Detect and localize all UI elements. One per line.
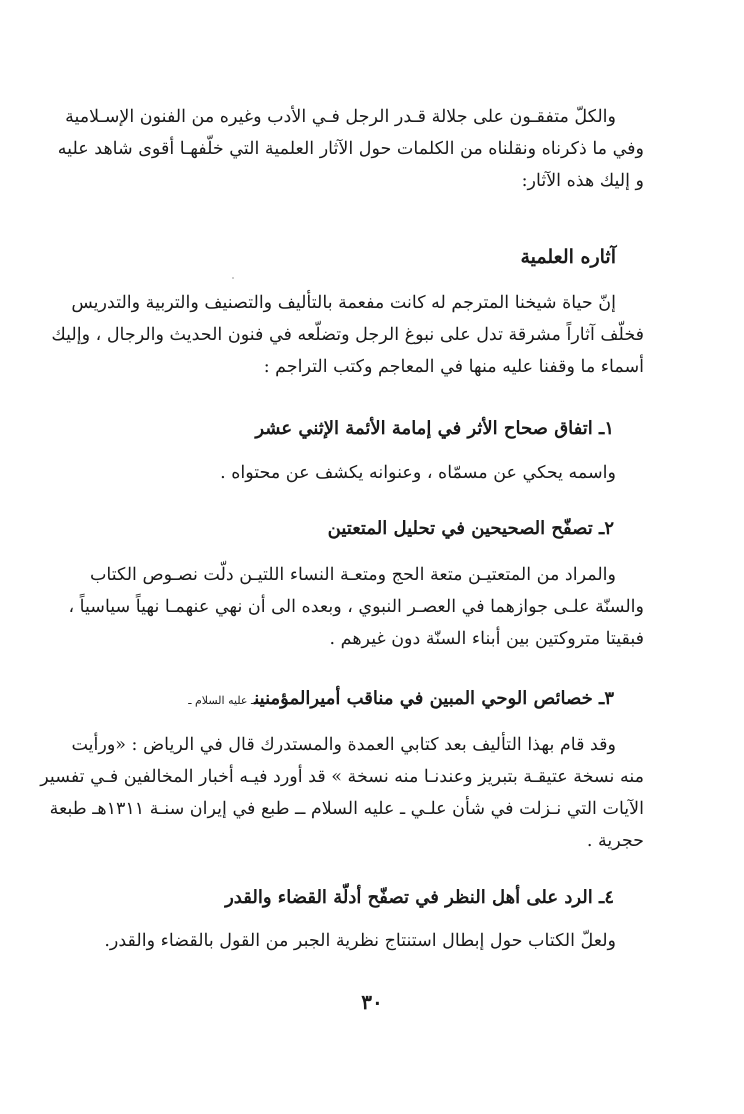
- work-2-line-1: والمراد من المتعتيـن متعة الحج ومتعـة النساء اللتيـن دلّت نصـوص الكتاب: [89, 565, 616, 585]
- section-line-2: فخلّف آثاراً مشرقة تدل على نبوغ الرجل وتضلّعه في فنون الحديث والرجال ، وإليك: [51, 325, 644, 345]
- work-3-title: [188, 683, 614, 717]
- page-number: ٣٠: [361, 990, 383, 1014]
- work-1-title: ١ـ اتفاق صحاح الأثر في إمامة الأئمة الإثني عشر: [255, 418, 614, 439]
- work-1-line-1: واسمه يحكي عن مسمّاه ، وعنوانه يكشف عن محتواه .: [220, 463, 616, 483]
- work-2-title: ٢ـ تصفّح الصحيحين في تحليل المتعتين: [327, 518, 614, 539]
- section-line-3: أسماء ما وقفنا عليه منها في المعاجم وكتب التراجم :: [263, 357, 644, 377]
- stray-mark: [232, 277, 234, 279]
- work-4-line-1: ولعلّ الكتاب حول إبطال استنتاج نظرية الجبر من القول بالقضاء والقدر.: [104, 931, 616, 951]
- intro-line-3: و إليك هذه الآثار:: [521, 171, 644, 191]
- work-2-line-2: والسنّة علـى جوازهما في العصـر النبوي ، وبعده الى أن نهي عنهمـا نهياً سياسياً ،: [68, 597, 644, 617]
- work-4-title: ٤ـ الرد على أهل النظر في تصفّح أدلّة القضاء والقدر: [225, 887, 614, 908]
- section-line-1: إنّ حياة شيخنا المترجم له كانت مفعمة بالتأليف والتصنيف والتربية والتدريس: [71, 293, 616, 313]
- work-3-line-2: منه نسخة عتيقـة بتبريز وعندنـا منه نسخة » قد أورد فيـه أخبار المخالفين فـي تفسير: [40, 767, 644, 787]
- section-title: آثاره العلمية: [520, 246, 616, 268]
- work-3-title-text: ٣ـ خصائص الوحي المبين في مناقب أميرالمؤمنين: [254, 688, 614, 709]
- work-2-line-3: فبقيتا متروكتين بين أبناء السنّة دون غيرهم .: [329, 629, 644, 649]
- work-3-line-1: وقد قام بهذا التأليف بعد كتابي العمدة والمستدرك قال في الرياض : «ورأيت: [71, 735, 616, 755]
- work-3-title-honorific: ـ عليه السلام ـ: [188, 694, 255, 707]
- work-3-line-4: حجرية .: [586, 831, 644, 851]
- intro-line-1: والكلّ متفقـون على جلالة قـدر الرجل فـي الأدب وغيره من الفنون الإسـلامية: [65, 107, 616, 127]
- intro-line-2: وفي ما ذكرناه ونقلناه من الكلمات حول الآثار العلمية التي خلّفهـا أقوى شاهد عليه: [57, 139, 644, 159]
- work-3-line-3: الآيات التي نـزلت في شأن علـي ـ عليه السلام ــ طبع في إيران سنـة ١٣١١هـ طبعة: [49, 799, 644, 819]
